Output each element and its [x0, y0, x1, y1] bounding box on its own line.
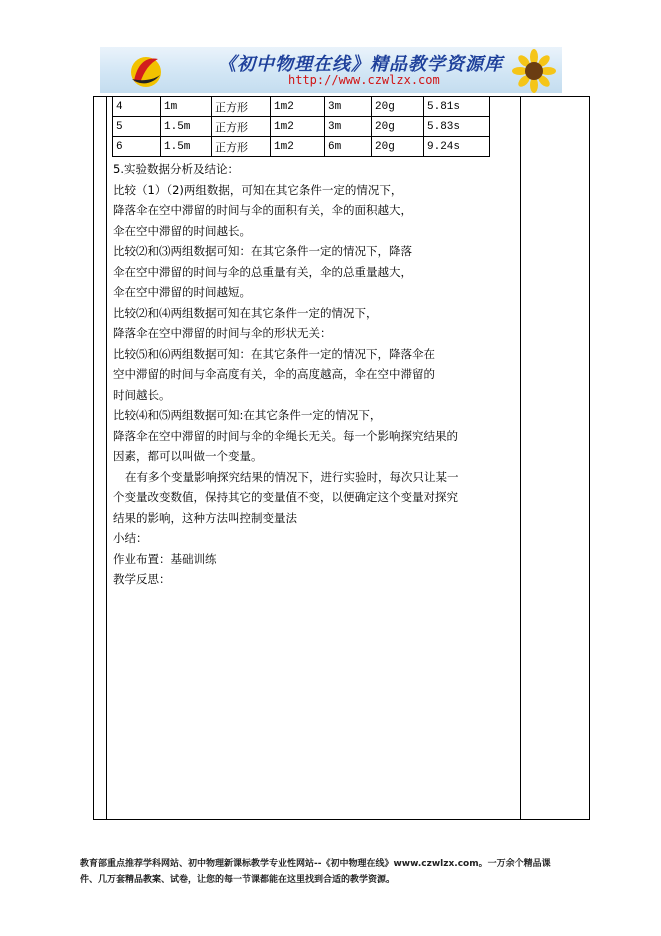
table-cell: 1m2	[271, 97, 325, 117]
table-cell: 3m	[325, 97, 372, 117]
frame-left-divider	[106, 97, 107, 819]
text-line: 降落伞在空中滞留的时间与伞的形状无关：	[113, 326, 332, 340]
table-cell: 1.5m	[161, 137, 212, 157]
banner-title: 《初中物理在线》精品教学资源库	[218, 54, 503, 75]
table-row	[113, 117, 490, 137]
text-line: 比较⑷和⑸两组数据可知:在其它条件一定的情况下，	[113, 408, 382, 422]
table-cell: 正方形	[212, 137, 271, 157]
text-line: 比较⑵和⑶两组数据可知：在其它条件一定的情况下，降落	[113, 244, 412, 258]
table-cell: 20g	[372, 97, 424, 117]
section-heading: 5.实验数据分析及结论：	[113, 162, 239, 176]
text-line: 结果的影响，这种方法叫控制变量法	[113, 510, 297, 525]
table-cell: 1m	[161, 97, 212, 117]
table-cell: 20g	[372, 117, 424, 137]
text-line: 比较⑵和⑷两组数据可知在其它条件一定的情况下，	[113, 305, 378, 320]
text-line: 降落伞在空中滞留的时间与伞的面积有关，伞的面积越大，	[113, 203, 412, 217]
table-cell: 5.83s	[424, 117, 490, 137]
table-cell: 1m2	[271, 117, 325, 137]
table-cell: 1m2	[271, 137, 325, 157]
table-cell: 1.5m	[161, 117, 212, 137]
analysis-text	[113, 159, 515, 590]
text-line: 伞在空中滞留的时间越长。	[113, 223, 251, 238]
text-line: 因素，都可以叫做一个变量。	[113, 449, 263, 463]
footer-line: 教育部重点推荐学科网站、初中物理新课标教学专业性网站--《初中物理在线》www.czwlzx.com。一万余个精品课	[80, 859, 551, 869]
sunflower-icon	[508, 49, 560, 93]
table-cell: 5	[113, 117, 161, 137]
table-cell: 正方形	[212, 117, 271, 137]
page-footer	[80, 856, 600, 888]
table-cell: 3m	[325, 117, 372, 137]
text-line: 空中滞留的时间与伞高度有关，伞的高度越高，伞在空中滞留的	[113, 367, 435, 381]
table-cell: 9.24s	[424, 137, 490, 157]
site-logo-icon	[126, 51, 164, 89]
table-row	[113, 137, 490, 157]
footer-line: 件、几万套精品教案、试卷，让您的每一节课都能在这里找到合适的教学资源。	[80, 875, 396, 885]
text-line: 比较⑸和⑹两组数据可知：在其它条件一定的情况下，降落伞在	[113, 346, 435, 361]
homework-label: 作业布置：基础训练	[113, 551, 217, 566]
table-cell: 4	[113, 97, 161, 117]
text-line: 时间越长。	[113, 387, 171, 402]
frame-right-divider	[520, 97, 521, 819]
text-line: 降落伞在空中滞留的时间与伞的伞绳长无关。每一个影响探究结果的	[113, 428, 458, 443]
table-cell: 5.81s	[424, 97, 490, 117]
experiment-data-table	[112, 96, 490, 157]
text-line: 比较（1）（2)两组数据，可知在其它条件一定的情况下，	[113, 182, 403, 197]
table-cell: 20g	[372, 137, 424, 157]
text-line: 在有多个变量影响探究结果的情况下，进行实验时，每次只让某一	[125, 469, 459, 484]
banner-url[interactable]: http://www.czwlzx.com	[288, 73, 440, 87]
table-cell: 6m	[325, 137, 372, 157]
summary-label: 小结：	[113, 531, 148, 545]
table-cell: 6	[113, 137, 161, 157]
text-line: 个变量改变数值，保持其它的变量值不变，以便确定这个变量对探究	[113, 490, 458, 504]
site-banner	[100, 47, 562, 93]
text-line: 伞在空中滞留的时间越短。	[113, 285, 251, 299]
reflection-label: 教学反思：	[113, 572, 171, 586]
table-row	[113, 97, 490, 117]
text-line: 伞在空中滞留的时间与伞的总重量有关，伞的总重量越大，	[113, 264, 412, 279]
table-cell: 正方形	[212, 97, 271, 117]
